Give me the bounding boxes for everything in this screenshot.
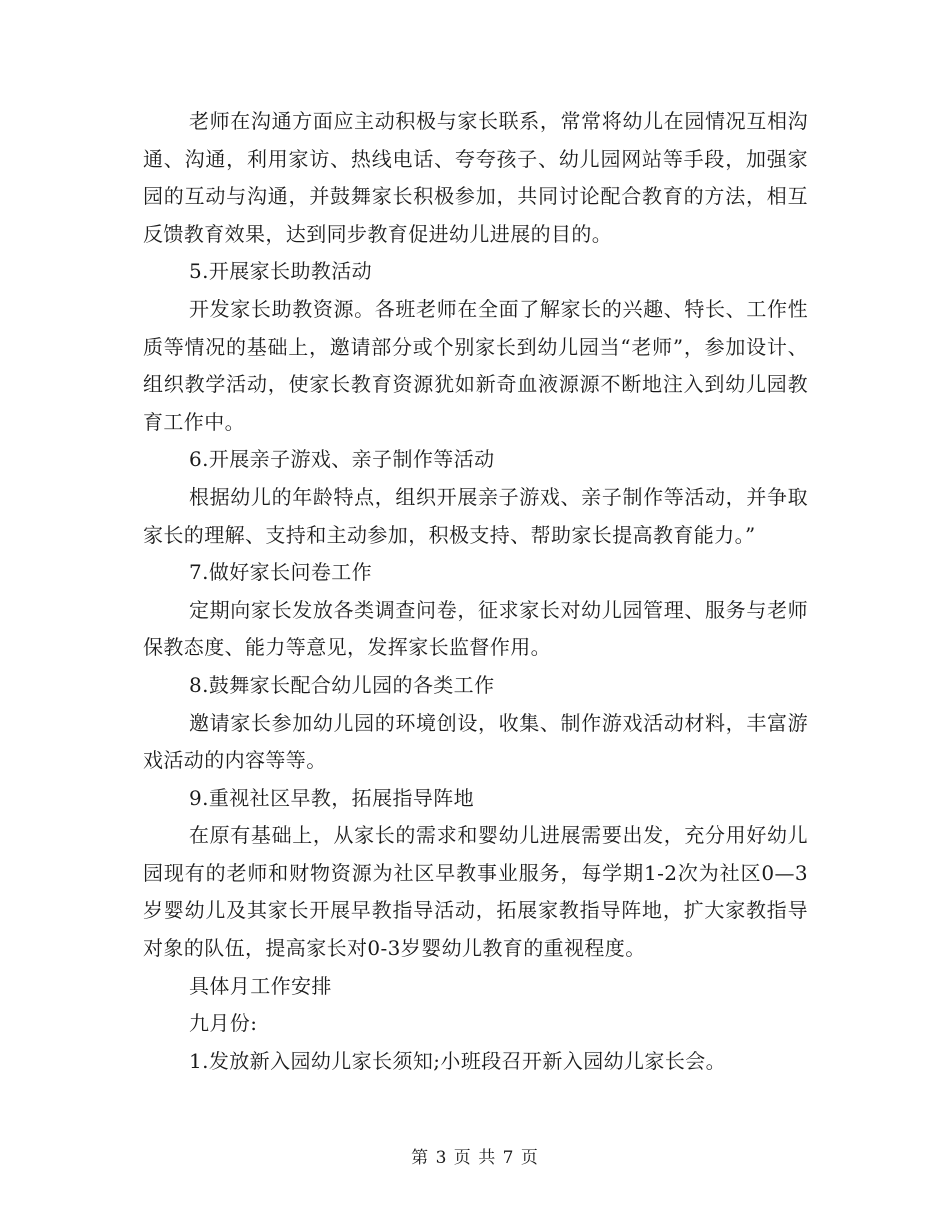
paragraph-communication: 老师在沟通方面应主动积极与家长联系，常常将幼儿在园情况互相沟通、沟通，利用家访、热线电话、夸夸孩子、幼儿园网站等手段，加强家园的互动与沟通，并鼓舞家长积极参加，共同讨论配合教育的方法，相互反馈教育效果，达到同步教育促进幼儿进展的目的。: [143, 109, 808, 246]
heading-september: 九月份:: [189, 1011, 258, 1036]
heading-parent-assistant-teaching: 5.开展家长助教活动: [189, 259, 373, 284]
list-item-september-1: 1.发放新入园幼儿家长须知;小班段召开新入园幼儿家长会。: [189, 1048, 727, 1073]
document-body: [143, 103, 808, 1080]
paragraph-parent-assistant-teaching: 开发家长助教资源。各班老师在全面了解家长的兴趣、特长、工作性质等情况的基础上，邀请部分或个别家长到幼儿园当“老师”，参加设计、组织教学活动，使家长教育资源犹如新奇血液源源不断地注入到幼儿园教育工作中。: [143, 296, 808, 434]
heading-parent-questionnaire: 7.做好家长问卷工作: [189, 560, 373, 585]
heading-parent-child-games: 6.开展亲子游戏、亲子制作等活动: [189, 447, 495, 472]
heading-monthly-schedule: 具体月工作安排: [189, 973, 332, 998]
paragraph-encourage-parents: 邀请家长参加幼儿园的环境创设，收集、制作游戏活动材料，丰富游戏活动的内容等等。: [143, 710, 808, 773]
heading-encourage-parents: 8.鼓舞家长配合幼儿园的各类工作: [189, 672, 495, 697]
heading-community-early-education: 9.重视社区早教，拓展指导阵地: [189, 785, 475, 810]
page-footer: 第 3 页 共 7 页: [411, 1148, 539, 1168]
paragraph-parent-child-games: 根据幼儿的年龄特点，组织开展亲子游戏、亲子制作等活动，并争取家长的理解、支持和主动参加，积极支持、帮助家长提高教育能力。”: [143, 484, 808, 547]
paragraph-community-early-education: 在原有基础上，从家长的需求和婴幼儿进展需要出发，充分用好幼儿园现有的老师和财物资源为社区早教事业服务，每学期1-2次为社区0—3岁婴幼儿及其家长开展早教指导活动，拓展家教指导阵地，扩大家教指导对象的队伍，提高家长对0-3岁婴幼儿教育的重视程度。: [143, 823, 808, 961]
paragraph-parent-questionnaire: 定期向家长发放各类调查问卷，征求家长对幼儿园管理、服务与老师保教态度、能力等意见，发挥家长监督作用。: [143, 597, 808, 660]
